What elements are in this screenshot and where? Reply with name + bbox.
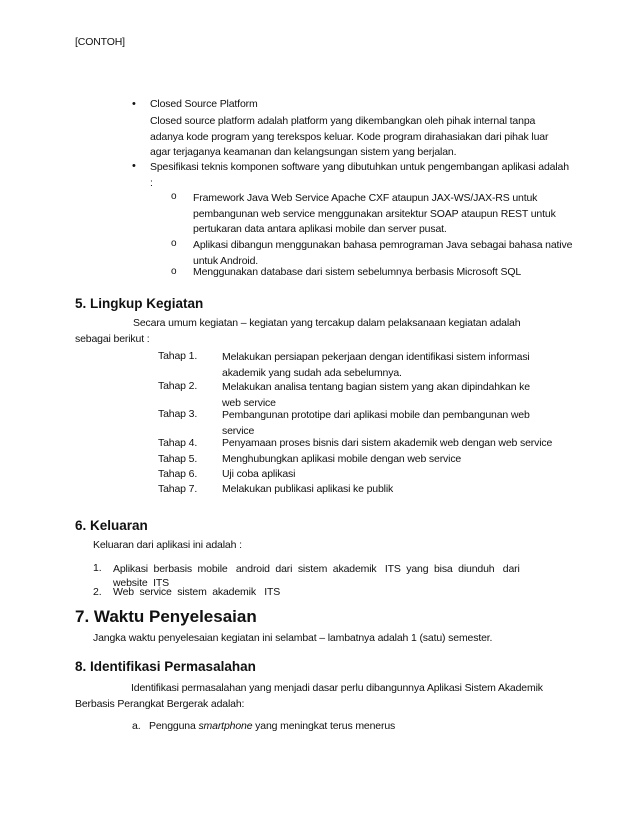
section-8-heading: 8. Identifikasi Permasalahan — [75, 659, 256, 674]
header-tag: [CONTOH] — [75, 36, 125, 48]
step-label: Tahap 3. — [158, 408, 198, 420]
output-number: 1. — [93, 562, 102, 574]
sub-bullet-marker: o — [171, 191, 177, 202]
sub-bullet-database: Menggunakan database dari sistem sebelumnya berbasis Microsoft SQL — [193, 266, 522, 278]
bullet-title-spec: Spesifikasi teknis komponen software yang dibutuhkan untuk pengembangan aplikasi adalah : — [150, 161, 569, 189]
issue-item — [149, 720, 395, 732]
step-text: Melakukan publikasi aplikasi ke publik — [222, 483, 394, 495]
bullet-title-closed-source: Closed Source Platform — [150, 98, 258, 110]
issue-text-italic: smartphone — [198, 720, 253, 732]
step-text: Pembangunan prototipe dari aplikasi mobile dan pembangunan web service — [222, 409, 530, 437]
issue-letter: a. — [132, 720, 141, 732]
step-label: Tahap 2. — [158, 380, 198, 392]
sub-bullet-framework: Framework Java Web Service Apache CXF ataupun JAX-WS/JAX-RS untuk pembangunan web service menggunakan arsitektur SOAP ataupun REST untuk pertukaran data antara aplikasi mobile dan server pusat. — [193, 192, 556, 235]
step-label: Tahap 4. — [158, 437, 198, 449]
step-label: Tahap 6. — [158, 468, 198, 480]
step-label: Tahap 7. — [158, 483, 198, 495]
issue-text-pre: Pengguna — [149, 720, 199, 732]
section-7-text: Jangka waktu penyelesaian kegiatan ini selambat – lambatnya adalah 1 (satu) semester. — [93, 632, 493, 644]
section-5-heading: 5. Lingkup Kegiatan — [75, 296, 204, 311]
step-text: Menghubungkan aplikasi mobile dengan web service — [222, 453, 462, 465]
sub-bullet-marker: o — [171, 266, 177, 277]
output-number: 2. — [93, 586, 102, 598]
step-text: Melakukan persiapan pekerjaan dengan identifikasi sistem informasi akademik yang sudah ada sebelumnya. — [222, 351, 530, 379]
section-5-intro: Secara umum kegiatan – kegiatan yang tercakup dalam pelaksanaan kegiatan adalah sebagai berikut : — [75, 317, 521, 345]
section-8-intro: Identifikasi permasalahan yang menjadi dasar perlu dibangunnya Aplikasi Sistem Akademik Berbasis Perangkat Bergerak adalah: — [75, 682, 543, 710]
step-text: Melakukan analisa tentang bagian sistem yang akan dipindahkan ke web service — [222, 381, 530, 409]
output-item: Aplikasi berbasis mobile android dari sistem akademik ITS yang bisa diunduh dari website ITS — [113, 563, 523, 589]
output-item: Web service sistem akademik ITS — [113, 586, 281, 598]
bullet-body-closed-source: Closed source platform adalah platform yang dikembangkan oleh pihak internal tanpa adanya kode program yang terekspos keluar. Kode program dirahasiakan dari pihak luar agar terjaganya keamanan dan kelangsungan sistem yang berjalan. — [150, 115, 549, 158]
bullet-dot: • — [132, 98, 136, 110]
section-7-heading: 7. Waktu Penyelesaian — [75, 607, 257, 626]
bullet-dot: • — [132, 160, 136, 172]
section-6-heading: 6. Keluaran — [75, 518, 148, 533]
issue-text-post: yang meningkat terus menerus — [252, 720, 396, 732]
step-label: Tahap 5. — [158, 453, 198, 465]
section-6-intro: Keluaran dari aplikasi ini adalah : — [93, 539, 242, 551]
step-label: Tahap 1. — [158, 350, 198, 362]
sub-bullet-android: Aplikasi dibangun menggunakan bahasa pemrograman Java sebagai bahasa native untuk Android. — [193, 239, 573, 267]
step-text: Uji coba aplikasi — [222, 468, 296, 480]
step-text: Penyamaan proses bisnis dari sistem akademik web dengan web service — [222, 437, 553, 449]
sub-bullet-marker: o — [171, 238, 177, 249]
